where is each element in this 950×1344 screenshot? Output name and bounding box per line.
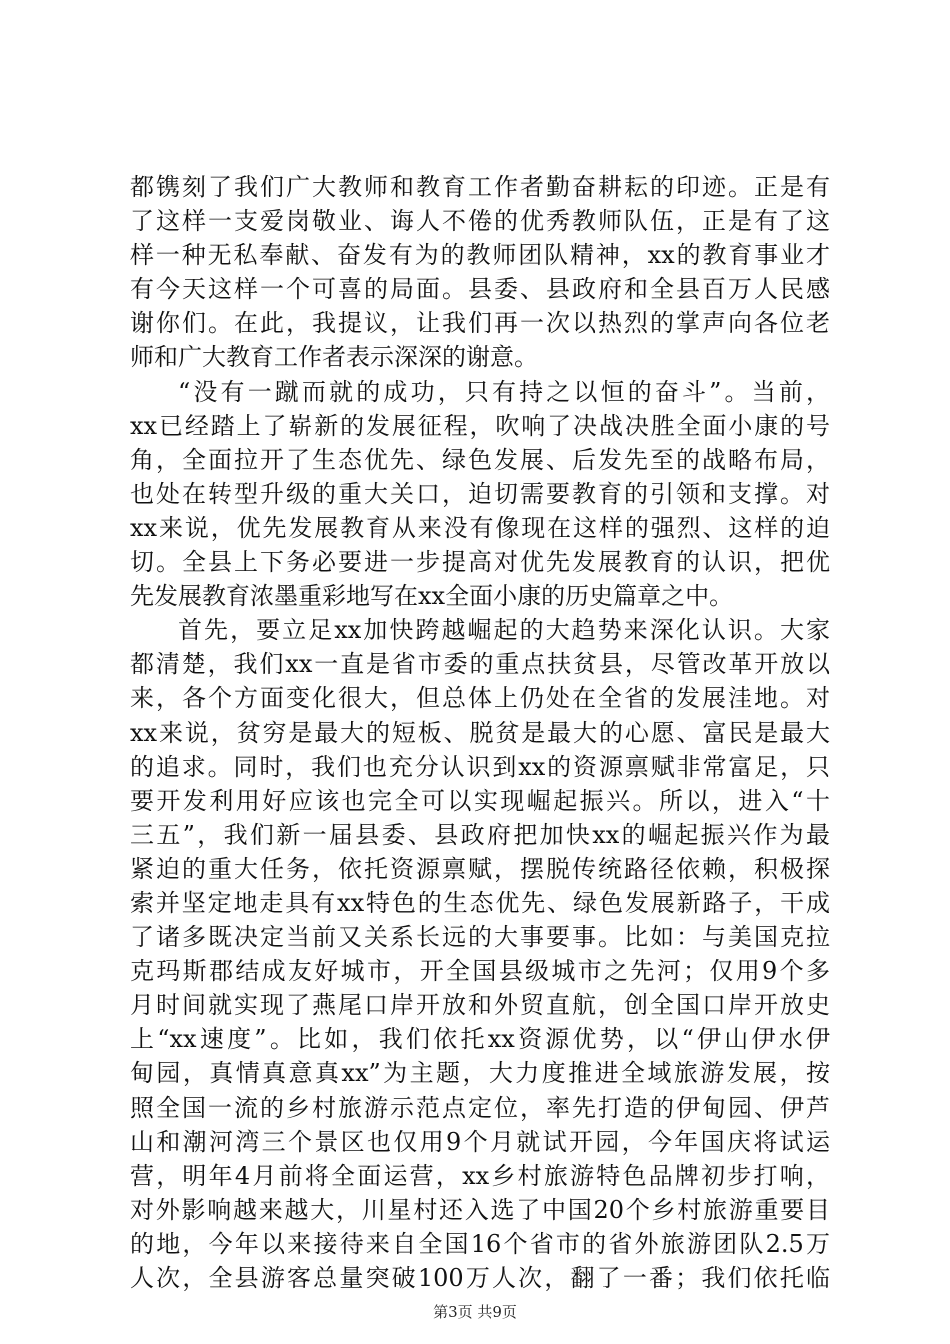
text-line: xx已经踏上了崭新的发展征程，吹响了决战决胜全面小康的号 xyxy=(130,411,830,440)
text-line: 要开发利用好应该也完全可以实现崛起振兴。所以，进入“十 xyxy=(130,786,830,815)
text-line: “没有一蹴而就的成功，只有持之以恒的奋斗”。当前， xyxy=(178,377,830,406)
text-line: 了这样一支爱岗敬业、诲人不倦的优秀教师队伍，正是有了这 xyxy=(130,207,830,236)
text-line: 先发展教育浓墨重彩地写在xx全面小康的历史篇章之中。 xyxy=(130,582,734,611)
text-line: 的追求。同时，我们也充分认识到xx的资源禀赋非常富足，只 xyxy=(130,752,830,781)
text-line: 营，明年4月前将全面运营，xx乡村旅游特色品牌初步打响， xyxy=(130,1161,830,1190)
text-line: 谢你们。在此，我提议，让我们再一次以热烈的掌声向各位老 xyxy=(130,309,830,338)
text-line: 切。全县上下务必要进一步提高对优先发展教育的认识，把优 xyxy=(130,548,830,577)
text-line: 有今天这样一个可喜的局面。县委、县政府和全县百万人民感 xyxy=(130,275,830,304)
text-line: 紧迫的重大任务，依托资源禀赋，摆脱传统路径依赖，积极探 xyxy=(130,854,830,883)
text-line: 克玛斯郡结成友好城市，开全国县级城市之先河；仅用9个多 xyxy=(130,957,830,986)
text-line: 师和广大教育工作者表示深深的谢意。 xyxy=(130,343,538,372)
text-line: 了诸多既决定当前又关系长远的大事要事。比如：与美国克拉 xyxy=(130,923,830,952)
text-line: 都镌刻了我们广大教师和教育工作者勤奋耕耘的印迹。正是有 xyxy=(130,173,830,201)
text-line: 都清楚，我们xx一直是省市委的重点扶贫县，尽管改革开放以 xyxy=(130,650,830,679)
text-line: 甸园，真情真意真xx”为主题，大力度推进全域旅游发展，按 xyxy=(130,1059,830,1088)
text-line: 人次，全县游客总量突破100万人次，翻了一番；我们依托临 xyxy=(130,1264,830,1292)
text-line: 的地，今年以来接待来自全国16个省市的省外旅游团队2.5万 xyxy=(130,1229,830,1258)
text-line: xx来说，贫穷是最大的短板、脱贫是最大的心愿、富民是最大 xyxy=(130,718,830,747)
text-line: 上“xx速度”。比如，我们依托xx资源优势，以“伊山伊水伊 xyxy=(130,1025,830,1054)
text-line: 山和潮河湾三个景区也仅用9个月就试开园，今年国庆将试运 xyxy=(130,1127,830,1156)
page-footer: 第3页 共9页 xyxy=(433,1303,517,1321)
text-line: 对外影响越来越大，川星村还入选了中国20个乡村旅游重要目 xyxy=(130,1195,830,1224)
text-line: 角，全面拉开了生态优先、绿色发展、后发先至的战略布局， xyxy=(130,445,830,474)
text-line: 索并坚定地走具有xx特色的生态优先、绿色发展新路子，干成 xyxy=(130,888,830,917)
text-line: 月时间就实现了燕尾口岸开放和外贸直航，创全国口岸开放史 xyxy=(130,991,830,1020)
text-line: 来，各个方面变化很大，但总体上仍处在全省的发展洼地。对 xyxy=(130,684,830,713)
document-body xyxy=(130,170,830,1295)
text-line: 照全国一流的乡村旅游示范点定位，率先打造的伊甸园、伊芦 xyxy=(130,1093,830,1122)
text-line: xx来说，优先发展教育从来没有像现在这样的强烈、这样的迫 xyxy=(130,513,830,542)
text-line: 首先，要立足xx加快跨越崛起的大趋势来深化认识。大家 xyxy=(178,616,830,645)
text-line: 也处在转型升级的重大关口，迫切需要教育的引领和支撑。对 xyxy=(130,479,830,508)
text-line: 样一种无私奉献、奋发有为的教师团队精神，xx的教育事业才 xyxy=(130,241,830,270)
text-line: 三五”，我们新一届县委、县政府把加快xx的崛起振兴作为最 xyxy=(130,820,830,849)
